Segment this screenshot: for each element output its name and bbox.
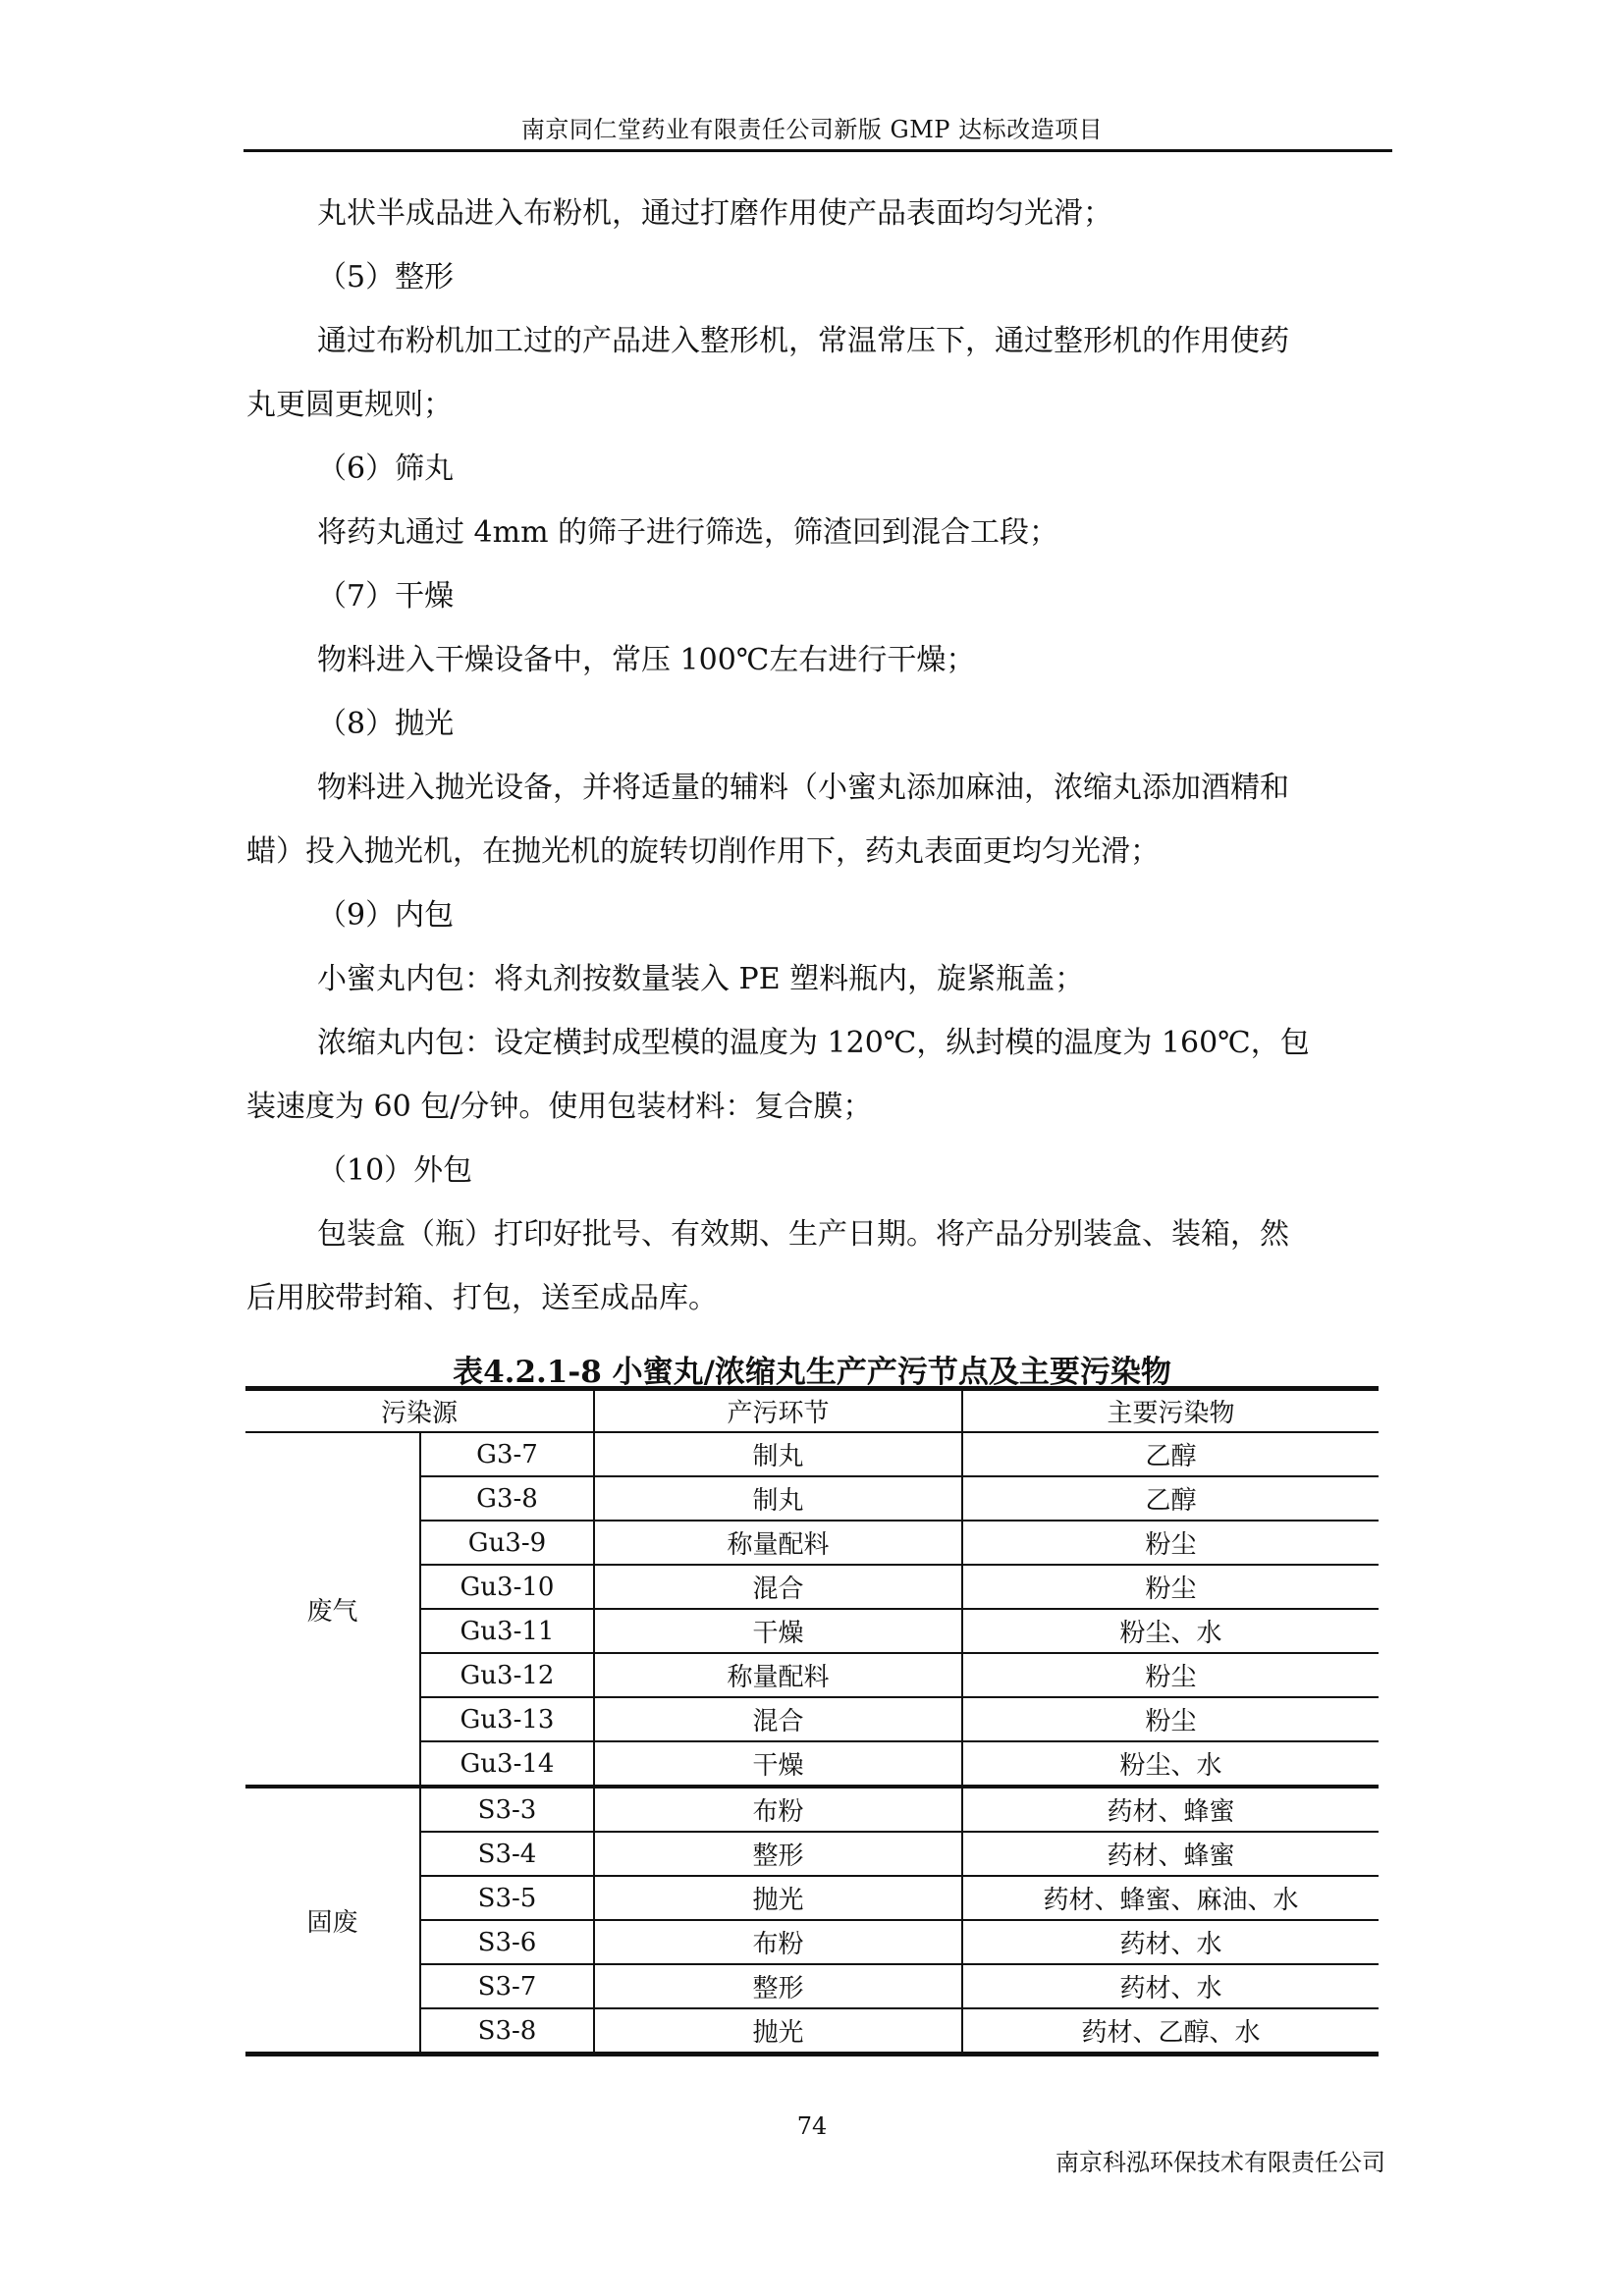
paragraph: 丸更圆更规则； (246, 388, 453, 422)
pollutants-cell: 药材、水 (962, 1964, 1379, 2008)
stage-cell: 整形 (594, 1964, 962, 2008)
header-cell-source: 污染源 (245, 1389, 594, 1433)
section-heading: （9）内包 (317, 898, 455, 933)
paragraph: 浓缩丸内包：设定横封成型模的温度为 120℃，纵封模的温度为 160℃，包 (317, 1026, 1310, 1060)
running-header-title: 南京同仁堂药业有限责任公司新版 GMP 达标改造项目 (520, 116, 1104, 143)
page-number: 74 (796, 2112, 828, 2140)
section-heading: （5）整形 (317, 260, 455, 294)
paragraph: 后用胶带封箱、打包，送至成品库。 (246, 1281, 718, 1315)
paragraph: 丸状半成品进入布粉机，通过打磨作用使产品表面均匀光滑； (317, 196, 1112, 231)
source-id-cell: Gu3-12 (420, 1653, 594, 1697)
table-caption: 表4.2.1-8 小蜜丸/浓缩丸生产产污节点及主要污染物 (453, 1355, 1171, 1390)
pollutants-cell: 药材、乙醇、水 (962, 2008, 1379, 2055)
source-id-cell: Gu3-13 (420, 1697, 594, 1741)
source-id-cell: S3-3 (420, 1787, 594, 1832)
source-id-cell: Gu3-14 (420, 1741, 594, 1787)
stage-cell: 称量配料 (594, 1521, 962, 1565)
stage-cell: 布粉 (594, 1920, 962, 1964)
paragraph: 装速度为 60 包/分钟。使用包装材料：复合膜； (246, 1090, 873, 1124)
stage-cell: 整形 (594, 1832, 962, 1876)
pollutants-cell: 乙醇 (962, 1432, 1379, 1476)
pollutants-cell: 药材、水 (962, 1920, 1379, 1964)
paragraph: 小蜜丸内包：将丸剂按数量装入 PE 塑料瓶内，旋紧瓶盖； (317, 962, 1085, 996)
stage-cell: 称量配料 (594, 1653, 962, 1697)
pollutants-cell: 粉尘 (962, 1521, 1379, 1565)
stage-cell: 抛光 (594, 2008, 962, 2055)
pollutants-cell: 粉尘、水 (962, 1741, 1379, 1787)
source-id-cell: Gu3-11 (420, 1609, 594, 1653)
pollutants-cell: 乙醇 (962, 1476, 1379, 1521)
source-id-cell: Gu3-9 (420, 1521, 594, 1565)
source-id-cell: G3-7 (420, 1432, 594, 1476)
category-cell: 废气 (245, 1432, 420, 1787)
pollutants-cell: 粉尘、水 (962, 1609, 1379, 1653)
source-id-cell: S3-8 (420, 2008, 594, 2055)
section-heading: （7）干燥 (317, 579, 455, 614)
source-id-cell: S3-7 (420, 1964, 594, 2008)
source-id-cell: Gu3-10 (420, 1565, 594, 1609)
source-id-cell: G3-8 (420, 1476, 594, 1521)
pollutants-cell: 粉尘 (962, 1653, 1379, 1697)
paragraph: 物料进入干燥设备中，常压 100℃左右进行干燥； (317, 643, 976, 677)
paragraph: 将药丸通过 4mm 的筛子进行筛选，筛渣回到混合工段； (317, 515, 1059, 550)
footer-company: 南京科泓环保技术有限责任公司 (1056, 2149, 1385, 2176)
table-header-row (245, 1389, 1379, 1433)
paragraph: 蜡）投入抛光机，在抛光机的旋转切削作用下，药丸表面更均匀光滑； (246, 834, 1160, 869)
header-rule (244, 149, 1392, 152)
paragraph: 通过布粉机加工过的产品进入整形机，常温常压下，通过整形机的作用使药 (317, 324, 1289, 358)
stage-cell: 布粉 (594, 1787, 962, 1832)
source-id-cell: S3-5 (420, 1876, 594, 1920)
stage-cell: 混合 (594, 1565, 962, 1609)
stage-cell: 制丸 (594, 1476, 962, 1521)
stage-cell: 干燥 (594, 1609, 962, 1653)
stage-cell: 干燥 (594, 1741, 962, 1787)
stage-cell: 制丸 (594, 1432, 962, 1476)
category-cell: 固废 (245, 1787, 420, 2055)
stage-cell: 抛光 (594, 1876, 962, 1920)
table-row (245, 1432, 1379, 1476)
source-id-cell: S3-4 (420, 1832, 594, 1876)
section-heading: （10）外包 (317, 1153, 473, 1188)
paragraph: 物料进入抛光设备，并将适量的辅料（小蜜丸添加麻油，浓缩丸添加酒精和 (317, 771, 1289, 805)
table-row (245, 1787, 1379, 1832)
header-cell-pollutants: 主要污染物 (962, 1389, 1379, 1433)
section-heading: （8）抛光 (317, 707, 455, 741)
section-heading: （6）筛丸 (317, 452, 455, 486)
paragraph: 包装盒（瓶）打印好批号、有效期、生产日期。将产品分别装盒、装箱，然 (317, 1217, 1289, 1252)
header-cell-stage: 产污环节 (594, 1389, 962, 1433)
pollutants-cell: 药材、蜂蜜 (962, 1787, 1379, 1832)
pollutants-cell: 药材、蜂蜜、麻油、水 (962, 1876, 1379, 1920)
pollutants-cell: 粉尘 (962, 1565, 1379, 1609)
pollutants-cell: 粉尘 (962, 1697, 1379, 1741)
stage-cell: 混合 (594, 1697, 962, 1741)
pollution-sources-table (245, 1386, 1379, 2056)
pollutants-cell: 药材、蜂蜜 (962, 1832, 1379, 1876)
source-id-cell: S3-6 (420, 1920, 594, 1964)
